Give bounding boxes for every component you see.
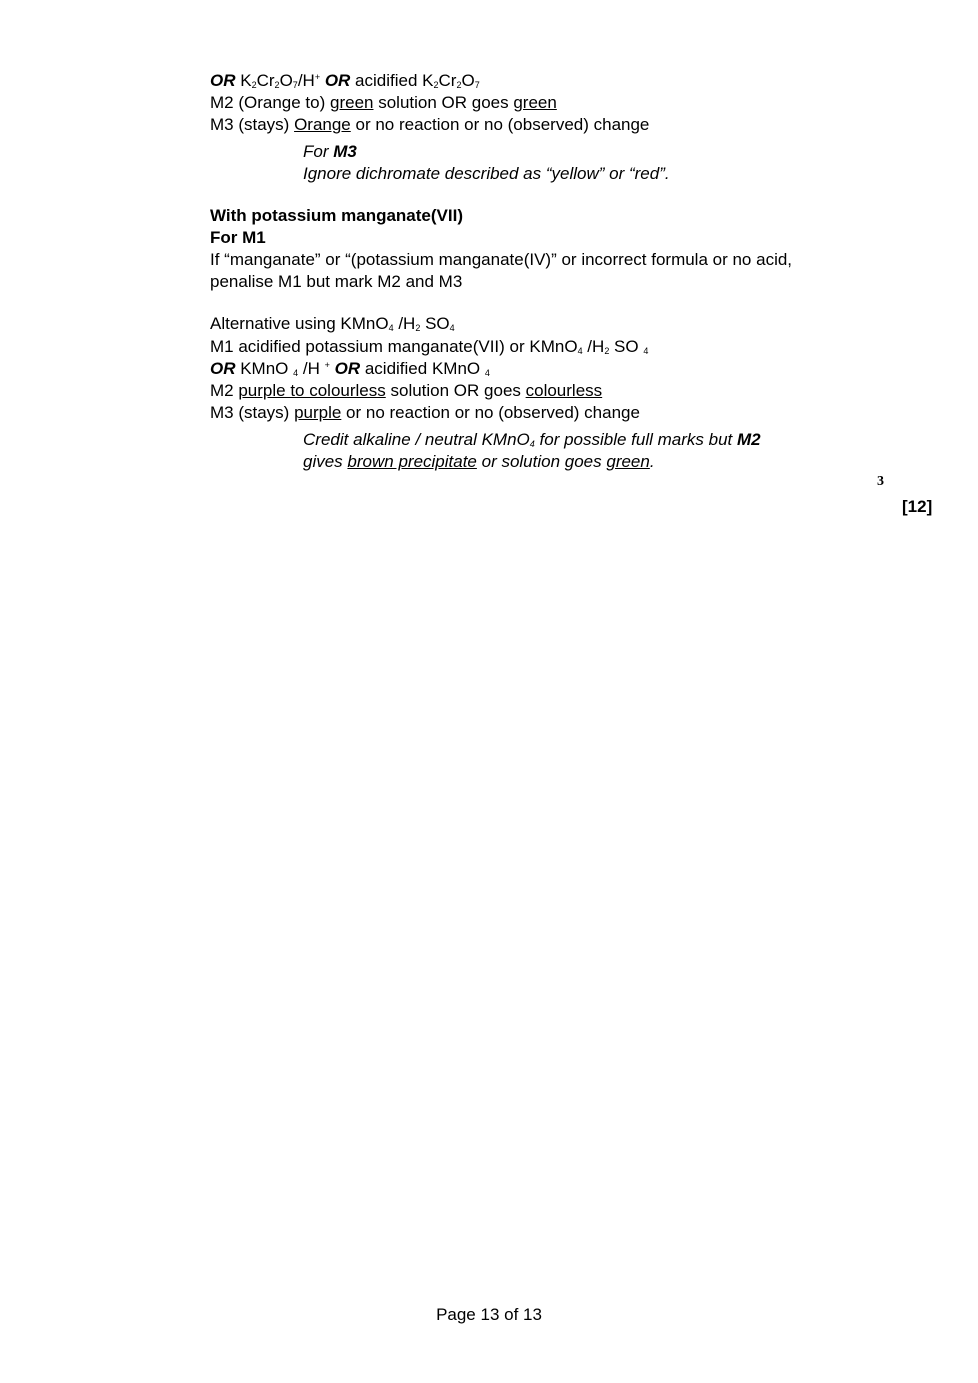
manganate-credit-line-2: gives brown precipitate or solution goes green.	[303, 452, 655, 471]
manganate-penalise-line-1: If “manganate” or “(potassium manganate(IV)” or incorrect formula or no acid,	[210, 250, 793, 269]
manganate-credit-line-1: Credit alkaline / neutral KMnO$_4$ for possible full marks but M2	[303, 430, 761, 449]
manganate-heading: With potassium manganate(VII)	[210, 206, 463, 225]
dichromate-m2-line: M2 (Orange to) green solution OR goes green	[210, 93, 557, 112]
dichromate-or-line: OR $K_2Cr_2O_7/H^+$ OR acidified $K_2Cr_2O_7$	[210, 71, 480, 90]
dichromate-note-for-m3: For M3	[303, 142, 357, 161]
dichromate-m3-line: M3 (stays) Orange or no reaction or no (observed) change	[210, 115, 650, 134]
manganate-m3-line: M3 (stays) purple or no reaction or no (observed) change	[210, 403, 640, 422]
page-footer: Page 13 of 13	[436, 1305, 542, 1324]
manganate-for-m1: For M1	[210, 228, 266, 247]
dichromate-note-ignore: Ignore dichromate described as “yellow” or “red”.	[303, 164, 670, 183]
manganate-penalise-line-2: penalise M1 but mark M2 and M3	[210, 272, 463, 291]
total-marks: [12]	[902, 497, 933, 516]
manganate-alternative-line: Alternative using KMnO$_4$ $/H_2$ $SO_4$	[210, 314, 455, 333]
manganate-m2-line: M2 purple to colourless solution OR goes colourless	[210, 381, 603, 400]
manganate-or-line: OR KMnO $_4$ /H + OR acidified KMnO $_4$	[210, 359, 490, 378]
question-marks: 3	[877, 474, 884, 489]
manganate-m1-line: M1 acidified potassium manganate(VII) or KMnO$_4$ $/H_2$ SO $_4$	[210, 337, 649, 356]
